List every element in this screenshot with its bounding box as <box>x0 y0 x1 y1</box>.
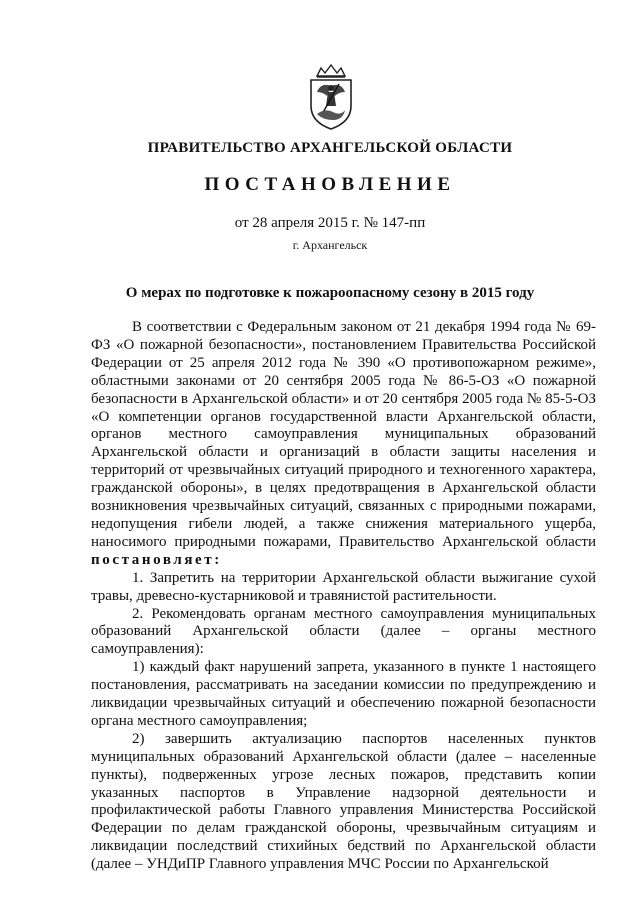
document-date-number: от 28 апреля 2015 г. № 147-пп <box>234 215 426 231</box>
document-type: ПОСТАНОВЛЕНИЕ <box>204 174 456 195</box>
subitem-paragraph-1: 1) каждый факт нарушений запрета, указанного в пункте 1 настоящего постановления, рассматривать на заседании комиссии по предупреждению и ликвидации чрезвычайных ситуаций и обеспечению пожарной безопасности органа местного самоуправления; <box>91 659 596 729</box>
item-paragraph-1: 1. Запретить на территории Архангельской области выжигание сухой травы, древесно-кустарниковой и травянистой растительности. <box>91 569 596 604</box>
subitem-paragraph-2: 2) завершить актуализацию паспортов населенных пунктов муниципальных образований Архангельской области (далее – населенные пункты), подверженных угрозе лесных пожаров, представить копии указанных паспортов в Управление надзорной деятельности и профилактической работы Главного управления Министерства Российской Федерации по делам гражданской обороны, чрезвычайным ситуациям и ликвидации последствий стихийных бедствий по Архангельской области (далее – УНДиПР Главного управления МЧС России по Архангельской <box>91 730 596 873</box>
item-paragraph-2: 2. Рекомендовать органам местного самоуправления муниципальных образований Архангельской области (далее – органы местного самоуправления): <box>91 605 596 658</box>
document-title: О мерах по подготовке к пожароопасному сезону в 2015 году <box>125 285 535 301</box>
organization-name: ПРАВИТЕЛЬСТВО АРХАНГЕЛЬСКОЙ ОБЛАСТИ <box>147 140 513 156</box>
document-body <box>91 319 596 874</box>
decree-word: постановляет: <box>91 551 222 568</box>
arkhangelsk-coat-of-arms-icon <box>303 62 359 132</box>
preamble-paragraph <box>91 319 596 570</box>
preamble-text: В соответствии с Федеральным законом от 21 декабря 1994 года № 69-ФЗ «О пожарной безопасности», постановлением Правительства Российской Федерации от 25 апреля 2012 года № 390 «О противопожарном режиме», областными законами от 20 сентября 2005 года № 86-5-ОЗ «О пожарной безопасности в Архангельской области» и от 20 сентября 2005 года № 85-5-ОЗ «О компетенции органов государственной власти Архангельской области, органов местного самоуправления муниципальных образований Архангельской области и организаций в области защиты населения и территорий от чрезвычайных ситуаций природного и техногенного характера, гражданской обороны», в целях предотвращения в Архангельской области возникновения чрезвычайных ситуаций, связанных с природными пожарами, недопущения гибели людей, а также снижения материального ущерба, наносимого природными пожарами, Правительство Архангельской области <box>91 319 596 550</box>
document-city: г. Архангельск <box>292 238 368 252</box>
